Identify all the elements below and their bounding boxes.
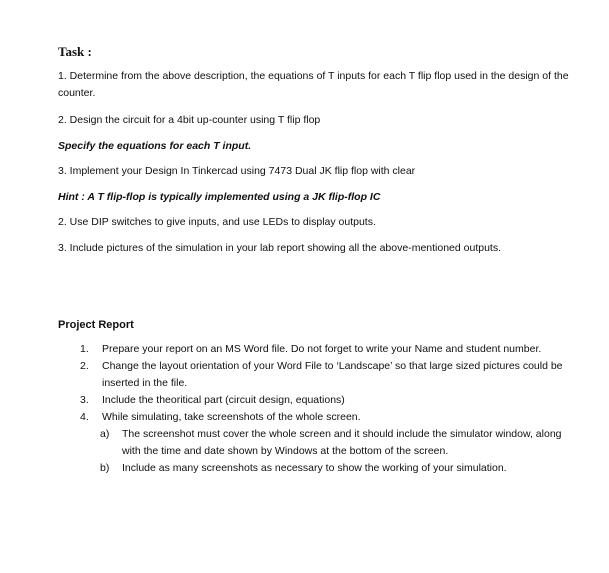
list-item	[80, 392, 569, 409]
task-paragraph-3: 3. Implement your Design In Tinkercad using 7473 Dual JK flip flop with clear	[58, 165, 416, 177]
list-item-text: Change the layout orientation of your Word File to ‘Landscape’ so that large sized pictures could be inserted in the file.	[102, 360, 563, 389]
list-item	[80, 341, 569, 358]
list-item-number: 1.	[80, 343, 89, 355]
sub-list-item-label: a)	[100, 428, 110, 440]
list-item	[80, 358, 569, 392]
sub-list-item-text: The screenshot must cover the whole screen and it should include the simulator window, along with the time and date shown by Windows at the bottom of the screen.	[122, 428, 562, 457]
list-item-text: While simulating, take screenshots of the whole screen.	[102, 411, 361, 423]
sub-list-item	[100, 426, 569, 460]
sub-list-item	[100, 460, 569, 477]
task-paragraph-4: 2. Use DIP switches to give inputs, and use LEDs to display outputs.	[58, 216, 376, 228]
project-report-heading: Project Report	[58, 319, 134, 331]
list-item	[80, 409, 569, 426]
list-item-number: 4.	[80, 411, 89, 423]
specify-note: Specify the equations for each T input.	[58, 140, 252, 152]
sub-list-item-text: Include as many screenshots as necessary to show the working of your simulation.	[122, 462, 507, 474]
list-item-number: 2.	[80, 360, 89, 372]
task-heading: Task :	[58, 44, 92, 59]
hint-note: Hint : A T flip-flop is typically implemented using a JK flip-flop IC	[58, 191, 381, 203]
list-item-text: Include the theoritical part (circuit design, equations)	[102, 394, 345, 406]
task-paragraph-5: 3. Include pictures of the simulation in your lab report showing all the above-mentioned outputs.	[58, 242, 502, 254]
list-item-text: Prepare your report on an MS Word file. Do not forget to write your Name and student number.	[102, 343, 542, 355]
project-report-list	[80, 341, 569, 477]
task-paragraph-1: 1. Determine from the above description, the equations of T inputs for each T flip flop used in the design of the counter.	[58, 70, 569, 99]
task-paragraph-2: 2. Design the circuit for a 4bit up-counter using T flip flop	[58, 114, 321, 126]
sub-list-item-label: b)	[100, 462, 110, 474]
list-item-number: 3.	[80, 394, 89, 406]
